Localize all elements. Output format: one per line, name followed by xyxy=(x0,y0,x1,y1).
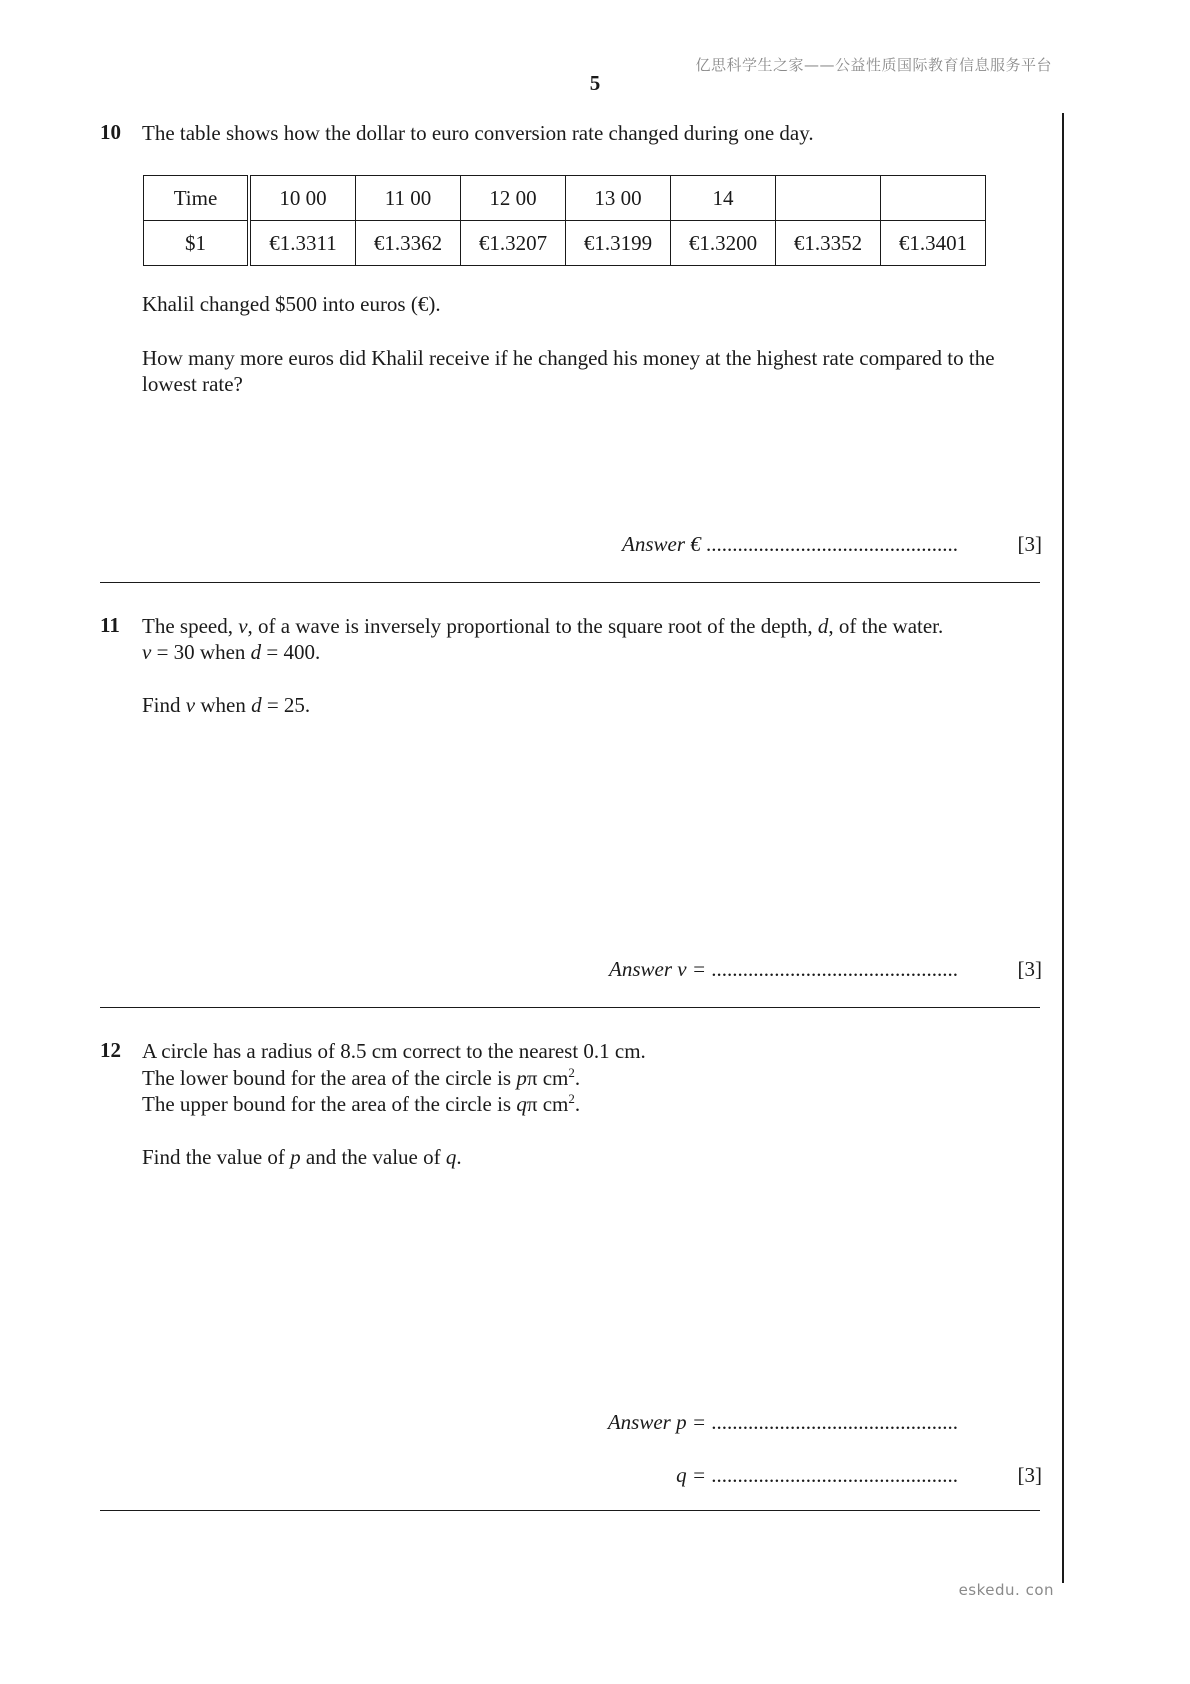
question-12-line-4 xyxy=(142,1144,462,1171)
question-10-intro: The table shows how the dollar to euro conversion rate changed during one day. xyxy=(142,121,814,145)
text-run: = 400. xyxy=(261,640,321,664)
question-11-marks: [3] xyxy=(1017,957,1042,981)
superscript: 2 xyxy=(568,1065,575,1080)
table-header-time: Time xyxy=(144,176,250,221)
text-run: The upper bound for the area of the circle is xyxy=(142,1092,517,1116)
text-run: = 30 when xyxy=(151,640,251,664)
table-cell-time: 14 xyxy=(671,176,776,221)
variable-d: d xyxy=(251,693,262,717)
question-11-line-3 xyxy=(142,692,310,719)
table-cell-time: 11 00 xyxy=(356,176,461,221)
table-cell-rate: €1.3311 xyxy=(249,221,356,266)
text-run: when xyxy=(195,693,252,717)
text-run: Find xyxy=(142,693,186,717)
answer-dots: ............................................... xyxy=(711,1410,958,1434)
text-run: . xyxy=(574,1092,581,1116)
question-12-marks: [3] xyxy=(1017,1463,1042,1487)
variable-v: v xyxy=(185,693,196,717)
header-watermark: 亿思科学生之家——公益性质国际教育信息服务平台 xyxy=(695,56,1052,74)
text-run: The speed, xyxy=(142,614,239,638)
text-run: , of the water. xyxy=(828,614,944,638)
variable-p: p xyxy=(290,1145,301,1169)
question-11-answer[interactable] xyxy=(609,957,958,982)
table-cell-time: 10 00 xyxy=(249,176,356,221)
table-header-rate: $1 xyxy=(144,221,250,266)
answer-dots: ................................................ xyxy=(706,532,958,556)
section-divider xyxy=(100,1510,1040,1511)
variable-q: q xyxy=(445,1145,457,1169)
variable-q: q xyxy=(516,1092,527,1116)
table-cell-rate: €1.3200 xyxy=(671,221,776,266)
variable-d: d xyxy=(817,614,829,638)
variable-p: p xyxy=(516,1066,527,1090)
variable-v: v xyxy=(142,640,152,664)
table-cell-rate: €1.3362 xyxy=(356,221,461,266)
answer-label: Answer p = xyxy=(607,1410,706,1434)
question-11-line-1 xyxy=(142,613,943,640)
text-run: , of a wave is inversely proportional to the square root of the depth, xyxy=(247,614,818,638)
margin-rule xyxy=(1062,113,1064,1583)
question-11-line-2 xyxy=(142,639,320,666)
table-cell-rate: €1.3199 xyxy=(566,221,671,266)
question-10-answer[interactable] xyxy=(622,532,958,557)
question-10-line-3: lowest rate? xyxy=(142,372,243,396)
conversion-rate-table xyxy=(143,175,986,266)
answer-dots: ............................................... xyxy=(711,1463,958,1487)
table-row xyxy=(144,176,986,221)
text-run: and the value of xyxy=(300,1145,446,1169)
question-10-line-2: How many more euros did Khalil receive if he changed his money at the highest rate compared to the xyxy=(142,346,995,370)
section-divider xyxy=(100,582,1040,583)
question-12-line-1: A circle has a radius of 8.5 cm correct to the nearest 0.1 cm. xyxy=(142,1039,646,1063)
question-12-answer-q[interactable] xyxy=(676,1463,958,1488)
table-cell-time: 13 00 xyxy=(566,176,671,221)
text-run: π cm xyxy=(526,1092,569,1116)
page-number: 5 xyxy=(589,71,601,95)
answer-dots: ............................................... xyxy=(711,957,958,981)
table-cell-rate: €1.3401 xyxy=(881,221,986,266)
table-cell-rate: €1.3207 xyxy=(461,221,566,266)
text-run: Find the value of xyxy=(142,1145,291,1169)
text-run: = 25. xyxy=(261,693,311,717)
table-cell-time xyxy=(776,176,881,221)
variable-v: v xyxy=(238,614,248,638)
question-12-line-3 xyxy=(142,1091,580,1118)
text-run: . xyxy=(574,1066,581,1090)
question-10-number: 10 xyxy=(100,120,121,144)
text-run: . xyxy=(456,1145,462,1169)
section-divider xyxy=(100,1007,1040,1008)
answer-label: Answer v = xyxy=(609,957,706,981)
superscript: 2 xyxy=(568,1091,575,1106)
question-10-marks: [3] xyxy=(1017,532,1042,556)
table-cell-rate: €1.3352 xyxy=(776,221,881,266)
text-run: The lower bound for the area of the circle is xyxy=(142,1066,517,1090)
table-row xyxy=(144,221,986,266)
question-12-line-2 xyxy=(142,1065,580,1092)
text-run: π cm xyxy=(526,1066,569,1090)
answer-label: q = xyxy=(676,1463,706,1487)
question-10-line-1: Khalil changed $500 into euros (€). xyxy=(142,292,441,316)
variable-d: d xyxy=(250,640,262,664)
question-12-answer-p[interactable] xyxy=(608,1410,958,1435)
answer-label: Answer € xyxy=(622,532,701,556)
table-cell-time: 12 00 xyxy=(461,176,566,221)
footer-watermark: eskedu. con xyxy=(958,1581,1054,1599)
question-11-number: 11 xyxy=(100,613,120,637)
question-12-number: 12 xyxy=(100,1038,121,1062)
table-cell-time xyxy=(881,176,986,221)
